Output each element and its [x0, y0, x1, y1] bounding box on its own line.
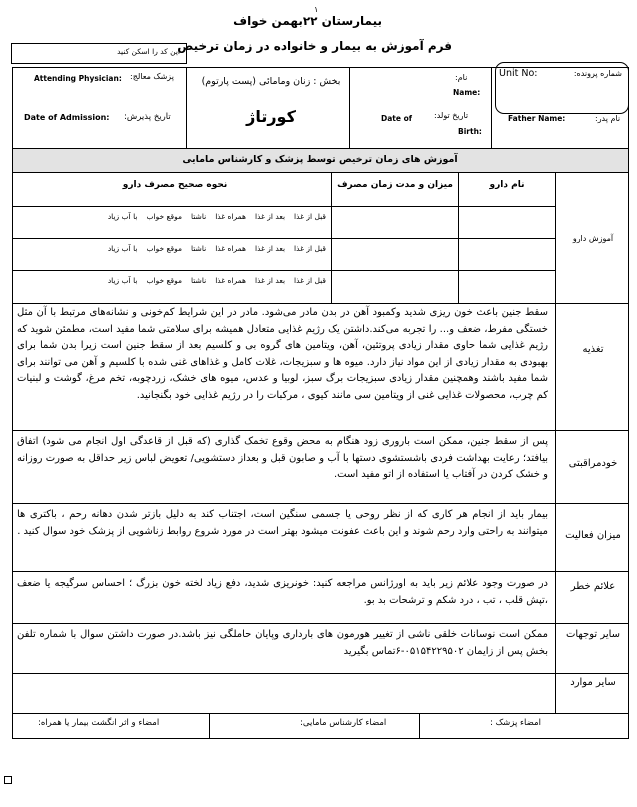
file-number-label: شماره پرونده:	[573, 69, 622, 78]
dob-fa-label: تاریخ تولد:	[434, 111, 469, 120]
option-after-meal[interactable]: بعد از غذا	[254, 244, 286, 253]
option-bedtime[interactable]: موقع خواب	[146, 212, 182, 221]
option-with-water[interactable]: با آب زیاد	[107, 244, 138, 253]
option-after-meal[interactable]: بعد از غذا	[254, 212, 286, 221]
other-notes-label: سایر توجهات	[565, 629, 621, 640]
option-before-meal[interactable]: قبل از غذا	[294, 212, 326, 221]
barcode-box	[11, 43, 187, 64]
activity-label: میزان فعالیت	[565, 530, 621, 541]
admission-fa-label: تاریخ پذیرش:	[124, 112, 171, 122]
admission-en-label: Date of Admission:	[24, 113, 110, 122]
option-with-meal[interactable]: همراه غذا	[215, 244, 246, 253]
danger-signs-text: در صورت وجود علائم زیر باید به اورژانس مراجعه کنید: خونریزی شدید، دفع زیاد لخته خون بزرگ ؛ احساس سرگیجه یا ضعف ،تپش قلب ، تب ، درد شکم و ترشحات بد بو.	[17, 578, 548, 606]
form-title: فرم آموزش به بیمار و خانواده در زمان ترخیص	[177, 39, 452, 53]
option-bedtime[interactable]: موقع خواب	[146, 276, 182, 285]
option-bedtime[interactable]: موقع خواب	[146, 244, 182, 253]
option-before-meal[interactable]: قبل از غذا	[294, 276, 326, 285]
ward-label: بخش : زنان ومامائی (پست پارتوم)	[201, 76, 341, 87]
dob-en-label: Birth:	[458, 127, 482, 136]
usage-options-row-1	[60, 212, 326, 221]
option-with-water[interactable]: با آب زیاد	[107, 212, 138, 221]
option-after-meal[interactable]: بعد از غذا	[254, 276, 286, 285]
option-fasting[interactable]: ناشتا	[190, 244, 207, 253]
other-notes-text: ممکن است نوسانات خلقی ناشی از تغییر هورمون های بارداری وپایان حاملگی نیز باشد.در صورت داشتن سوال با شماره تلفن بخش پس از زایمان ۰۵۱۵۴۲۲۹۵۰۲-۶تماس بگیرید	[17, 629, 548, 657]
doctor-signature-label: امضاء پزشک :	[490, 718, 541, 728]
other-items-label: سایر موارد	[570, 677, 616, 688]
option-fasting[interactable]: ناشتا	[190, 276, 207, 285]
drug-education-label: آموزش دارو	[572, 234, 614, 243]
col-drug-name: نام دارو	[489, 180, 525, 190]
selfcare-text: پس از سقط جنین، ممکن است باروری زود هنگام به محض وقوع تخمک گذاری (که قبل از قاعدگی اول انجام می شود) اتفاق بیافتد؛ رعایت بهداشت فردی باشستشوی دستها با آب و صابون قبل و بعداز دستشویی/ تعویض لباس زیر حداقل به صورت روزانه و خشک کردن در آفتاب یا استفاده از اتو مفید است.	[17, 436, 548, 480]
midwife-signature-label: امضاء کارشناس مامایی:	[300, 718, 387, 728]
date-of-en-label: Date of	[381, 114, 412, 123]
unit-no-label: Unit No:	[499, 68, 538, 79]
col-drug-dose: میزان و مدت زمان مصرف	[337, 180, 453, 190]
name-fa-label: نام:	[455, 73, 468, 82]
selfcare-label: خودمراقبتی	[568, 458, 618, 469]
nutrition-label: تغذیه	[582, 344, 604, 355]
usage-options-row-3	[60, 276, 326, 285]
option-fasting[interactable]: ناشتا	[190, 212, 207, 221]
option-with-meal[interactable]: همراه غذا	[215, 212, 246, 221]
physician-en-label: Attending Physician:	[34, 74, 122, 83]
hospital-name: بیمارستان ۲۲بهمن خواف	[233, 14, 382, 28]
barcode-placeholder: این کد را اسکن کنید	[117, 47, 180, 56]
option-with-water[interactable]: با آب زیاد	[107, 276, 138, 285]
usage-options-row-2	[60, 244, 326, 253]
name-en-label: Name:	[453, 88, 481, 97]
option-before-meal[interactable]: قبل از غذا	[294, 244, 326, 253]
col-drug-usage: نحوه صحیح مصرف دارو	[122, 180, 228, 190]
physician-fa-label: پزشک معالج:	[130, 72, 174, 81]
danger-signs-label: علائم خطر	[570, 581, 616, 592]
nutrition-text: سقط جنین باعث خون ریزی شدید وکمبود آهن در بدن مادر می‌شود. مادر در این شرایط کم‌خونی و نشانه‌های مرتبط با آن مثل خستگی مفرط، ضعف و... را تجربه می‌کند.داشتن یک رژیم غذایی متعادل همیشه برای سلامتی شما مفید است، مطمئن شوید که رژیم غذایی شما حاوی مقدار زیادی پروتئین، آهن، ویتامین های گروه بی و کلسیم بعد از سقط جنین است زیرا بدن شما برای بهبودی به مقدار زیادی از این مواد نیاز دارد. میوه ها و سبزیجات، غلات کامل و غذاهای غنی شده با کلسیم و آهن می توانند برای شما مفید باشند وهمچنین مقدار زیادی سبزیجات برگ سبز، لوبیا و عدس، میوه های خشک، زردچوبه، تخم مرغ، گوشت و لبنیات کم چرب، محصولات غذایی غنی از ویتامین سی مانند کیوی ، مرکبات را در رژیم غذایی خود بگنجانید.	[17, 307, 548, 401]
procedure-name: کورتاژ	[246, 107, 296, 126]
section-title: آموزش های زمان ترخیص توسط پزشک و کارشناس مامایی	[182, 154, 458, 165]
father-en-label: Father Name:	[508, 114, 566, 123]
page-mark: ۱	[314, 5, 319, 14]
activity-text: بیمار باید از انجام هر کاری که از نظر روحی یا جسمی سنگین است، اجتناب کند به دلیل بازتر شدن دهانه رحم ، باکتری ها میتوانند به راحتی وارد رحم شوند و این باعث عفونت میشود بهتر است در مورد شروع روابط زناشویی از پزشک خود سوال کنید .	[17, 509, 548, 537]
corner-mark	[4, 776, 12, 784]
option-with-meal[interactable]: همراه غذا	[215, 276, 246, 285]
father-fa-label: نام پدر:	[595, 114, 621, 123]
patient-signature-label: امضاء و اثر انگشت بیمار یا همراه:	[38, 718, 160, 728]
